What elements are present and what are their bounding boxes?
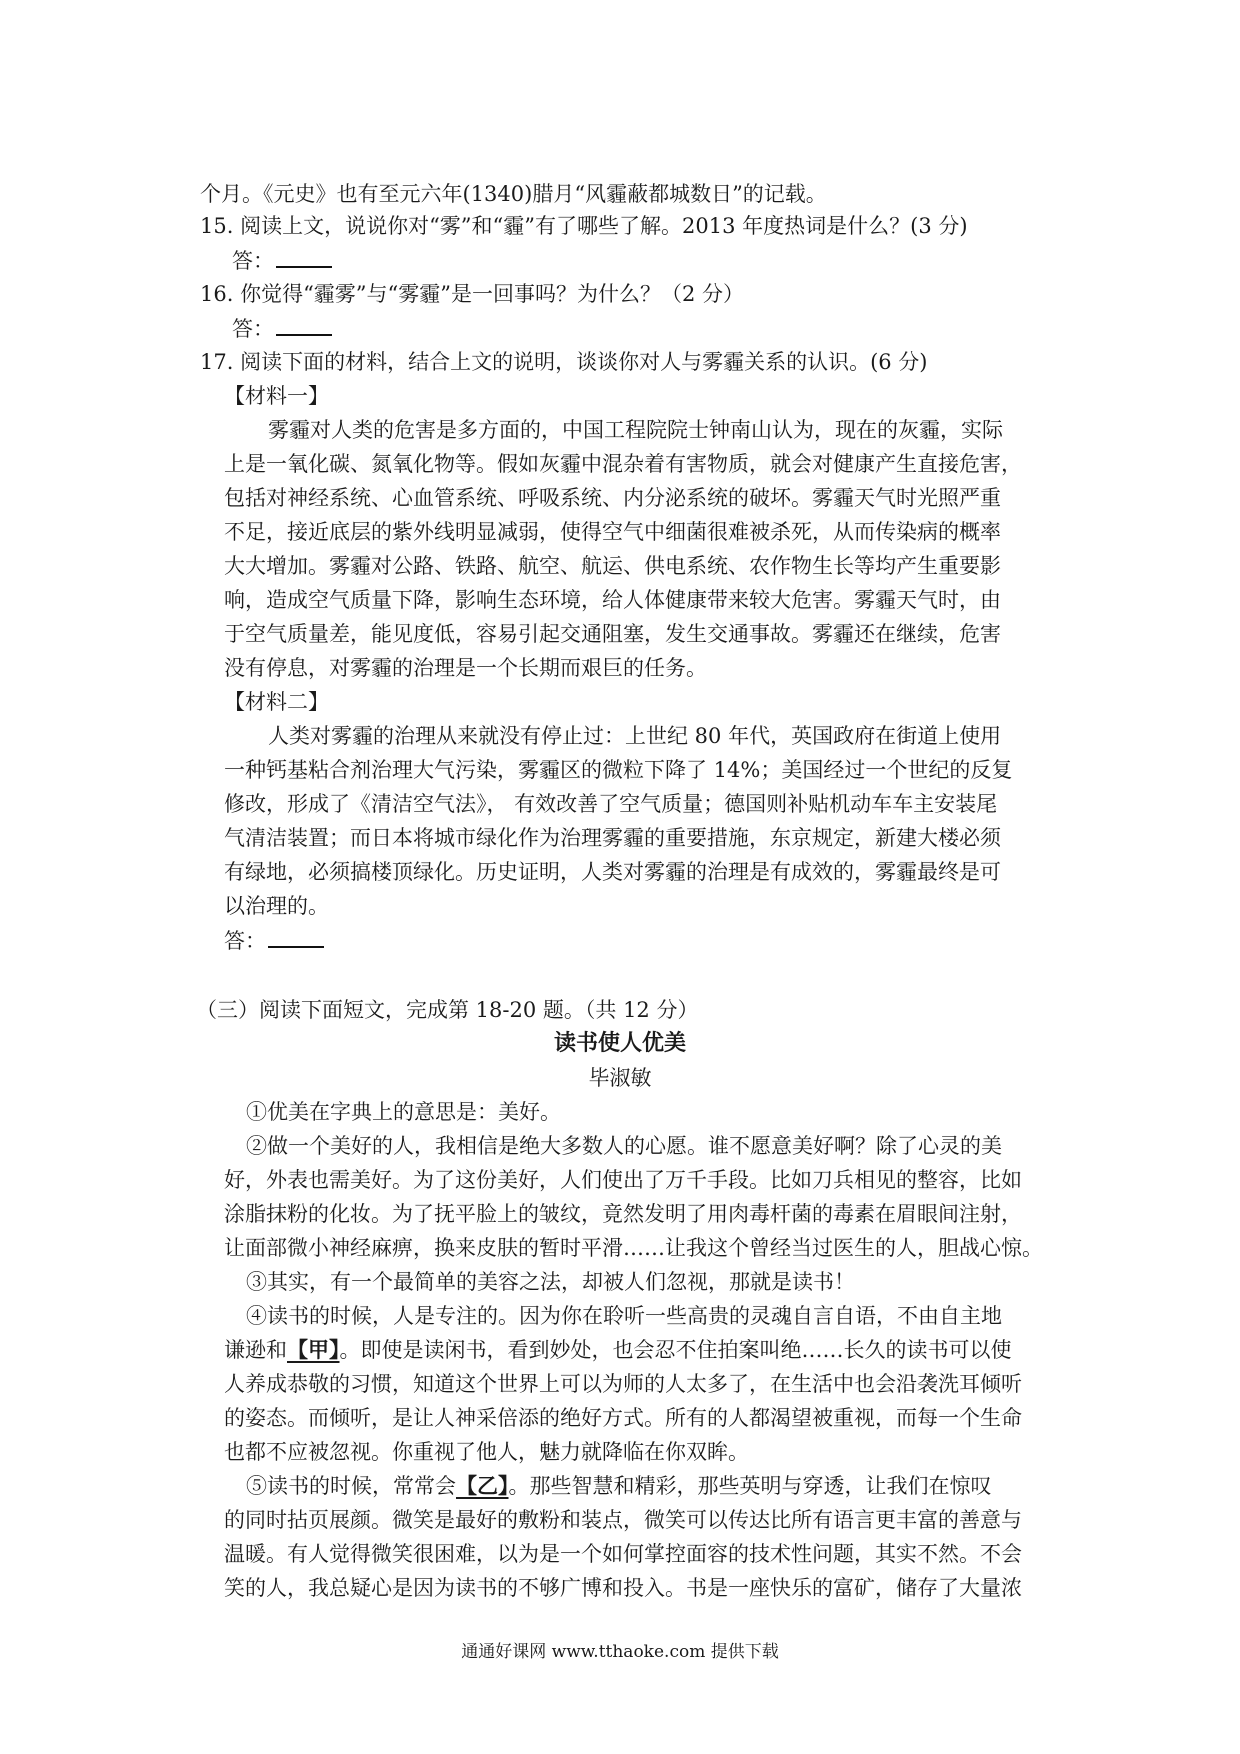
paragraph-5-text: ⑤读书的时候，常常会 bbox=[246, 1474, 456, 1498]
answer-15 bbox=[232, 244, 332, 276]
material-1-line: 上是一氧化碳、氮氧化物等。假如灰霾中混杂着有害物质，就会对健康产生直接危害， bbox=[224, 452, 1022, 476]
paragraph-5-line: 的同时拈页展颜。微笑是最好的敷粉和装点，微笑可以传达比所有语言更丰富的善意与 bbox=[224, 1508, 1022, 1532]
paragraph-5-text: 。那些智慧和精彩，那些英明与穿透，让我们在惊叹 bbox=[508, 1474, 992, 1498]
paragraph-5-line: 笑的人，我总疑心是因为读书的不够广博和投入。书是一座快乐的富矿，储存了大量浓 bbox=[224, 1576, 1022, 1600]
material-2-line: 以治理的。 bbox=[224, 894, 329, 918]
material-1-title: 【材料一】 bbox=[224, 384, 329, 408]
material-2-title: 【材料二】 bbox=[224, 690, 329, 714]
paragraph-2-line: 涂脂抹粉的化妆。为了抚平脸上的皱纹，竟然发明了用肉毒杆菌的毒素在眉眼间注射， bbox=[224, 1202, 1022, 1226]
paragraph-5-line: 温暖。有人觉得微笑很困难，以为是一个如何掌控面容的技术性问题，其实不然。不会 bbox=[224, 1542, 1022, 1566]
answer-blank bbox=[276, 244, 332, 268]
material-1-line: 于空气质量差，能见度低，容易引起交通阻塞，发生交通事故。雾霾还在继续，危害 bbox=[224, 622, 1001, 646]
paragraph-4-text: 谦逊和 bbox=[224, 1338, 287, 1362]
material-2-line: 有绿地，必须搞楼顶绿化。历史证明，人类对雾霾的治理是有成效的，雾霾最终是可 bbox=[224, 860, 1001, 884]
answer-16 bbox=[232, 312, 332, 344]
answer-label: 答： bbox=[232, 249, 274, 273]
paragraph-4-line: 人养成恭敬的习惯，知道这个世界上可以为师的人太多了，在生活中也会沿袭洗耳倾听 bbox=[224, 1372, 1022, 1396]
footer-text: 通通好课网 www.tthaoke.com 提供下载 bbox=[461, 1642, 779, 1662]
material-2-line: 气清洁装置；而日本将城市绿化作为治理雾霾的重要措施，东京规定，新建大楼必须 bbox=[224, 826, 1001, 850]
material-1-line: 不足，接近底层的紫外线明显减弱，使得空气中细菌很难被杀死，从而传染病的概率 bbox=[224, 520, 1001, 544]
answer-label: 答： bbox=[224, 929, 266, 953]
blank-jia: 【甲】 bbox=[287, 1338, 340, 1362]
answer-blank bbox=[268, 924, 324, 948]
paragraph-2-line: ②做一个美好的人，我相信是绝大多数人的心愿。谁不愿意美好啊？除了心灵的美 bbox=[246, 1134, 1002, 1158]
paragraph-4-line bbox=[224, 1334, 1012, 1366]
answer-blank bbox=[276, 312, 332, 336]
essay-title: 读书使人优美 bbox=[553, 1031, 686, 1056]
material-1-line: 包括对神经系统、心血管系统、呼吸系统、内分泌系统的破坏。雾霾天气时光照严重 bbox=[224, 486, 1001, 510]
answer-17 bbox=[224, 924, 324, 956]
paragraph-4-line: ④读书的时候，人是专注的。因为你在聆听一些高贵的灵魂自言自语，不由自主地 bbox=[246, 1304, 1002, 1328]
material-1-line: 大大增加。雾霾对公路、铁路、航空、航运、供电系统、农作物生长等均产生重要影 bbox=[224, 554, 1001, 578]
paragraph-2-line: 让面部微小神经麻痹，换来皮肤的暂时平滑……让我这个曾经当过医生的人，胆战心惊。 bbox=[224, 1236, 1043, 1260]
question-17: 17. 阅读下面的材料，结合上文的说明，谈谈你对人与雾霾关系的认识。(6 分) bbox=[200, 350, 928, 374]
material-1-line: 雾霾对人类的危害是多方面的，中国工程院院士钟南山认为，现在的灰霾，实际 bbox=[268, 418, 1003, 442]
material-2-line: 人类对雾霾的治理从来就没有停止过：上世纪 80 年代，英国政府在街道上使用 bbox=[268, 724, 1002, 748]
top-line: 个月。《元史》也有至元六年(1340)腊月“风霾蔽都城数日”的记载。 bbox=[200, 182, 827, 206]
question-16: 16. 你觉得“霾雾”与“雾霾”是一回事吗？为什么？（2 分） bbox=[200, 282, 745, 306]
question-15: 15. 阅读上文，说说你对“雾”和“霾”有了哪些了解。2013 年度热词是什么？(3 分) bbox=[200, 214, 968, 238]
material-1-line: 响，造成空气质量下降，影响生态环境，给人体健康带来较大危害。雾霾天气时，由 bbox=[224, 588, 1001, 612]
paragraph-3: ③其实，有一个最简单的美容之法，却被人们忽视，那就是读书！ bbox=[246, 1270, 855, 1294]
paragraph-4-line: 的姿态。而倾听，是让人神采倍添的绝好方式。所有的人都渴望被重视，而每一个生命 bbox=[224, 1406, 1022, 1430]
material-2-line: 一种钙基粘合剂治理大气污染，雾霾区的微粒下降了 14%；美国经过一个世纪的反复 bbox=[224, 758, 1013, 782]
paragraph-4-line: 也都不应被忽视。你重视了他人，魅力就降临在你双眸。 bbox=[224, 1440, 749, 1464]
essay-author: 毕淑敏 bbox=[588, 1066, 652, 1090]
material-1-line: 没有停息，对雾霾的治理是一个长期而艰巨的任务。 bbox=[224, 656, 707, 680]
paragraph-4-text: 。即使是读闲书，看到妙处，也会忍不住拍案叫绝……长久的读书可以使 bbox=[339, 1338, 1012, 1362]
blank-yi: 【乙】 bbox=[456, 1474, 509, 1498]
paragraph-1: ①优美在字典上的意思是：美好。 bbox=[246, 1100, 561, 1124]
section-3-heading: （三）阅读下面短文，完成第 18-20 题。（共 12 分） bbox=[196, 998, 699, 1022]
paragraph-2-line: 好，外表也需美好。为了这份美好，人们使出了万千手段。比如刀兵相见的整容，比如 bbox=[224, 1168, 1022, 1192]
answer-label: 答： bbox=[232, 317, 274, 341]
paragraph-5-line bbox=[246, 1470, 992, 1502]
material-2-line: 修改，形成了《清洁空气法》， 有效改善了空气质量；德国则补贴机动车车主安装尾 bbox=[224, 792, 998, 816]
